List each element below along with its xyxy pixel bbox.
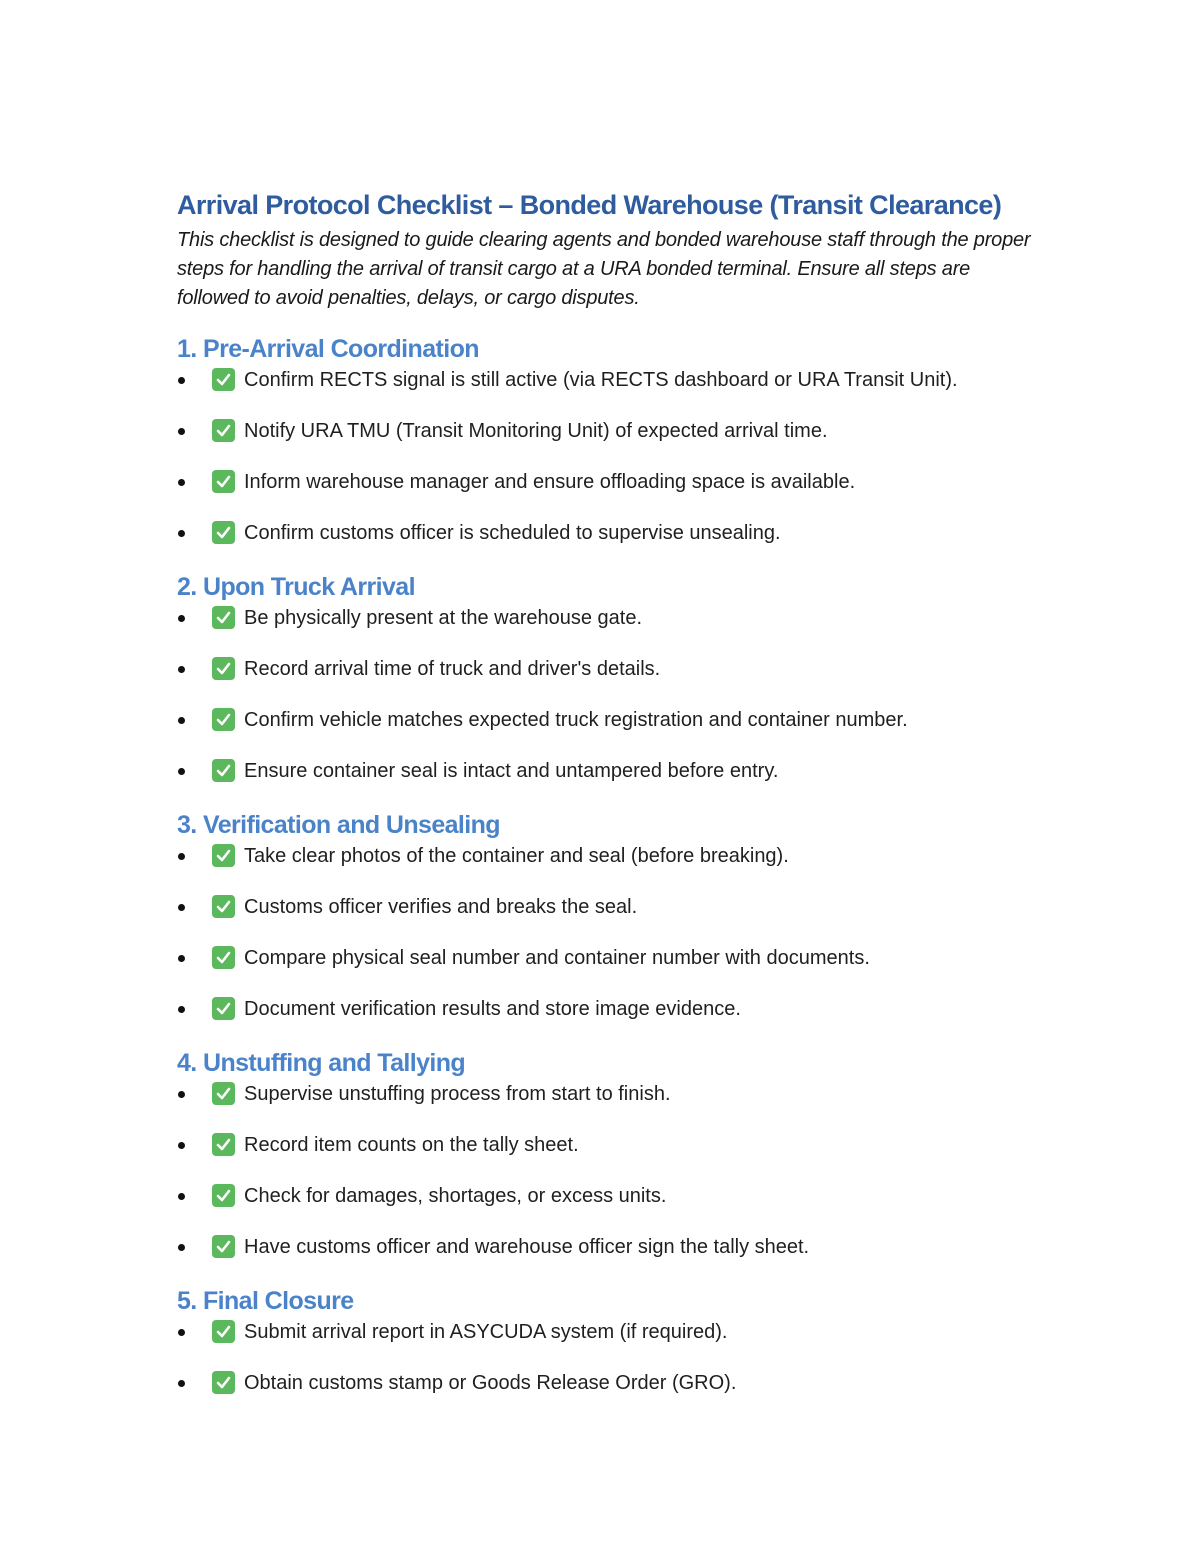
checkmark-icon <box>212 606 235 629</box>
checklist <box>177 1082 1037 1265</box>
checklist-item <box>177 1133 1037 1184</box>
bullet-icon <box>178 1329 185 1336</box>
checkmark-icon <box>212 1235 235 1258</box>
checklist <box>177 606 1037 789</box>
checklist-item <box>177 946 1037 997</box>
document-title: Arrival Protocol Checklist – Bonded Warehouse (Transit Clearance) <box>177 190 1002 220</box>
section-unstuffing-and-tallying <box>177 1048 1037 1265</box>
checklist-item <box>177 657 1037 708</box>
checklist-item <box>177 997 1037 1027</box>
checklist-item-text: Inform warehouse manager and ensure offloading space is available. <box>244 471 856 493</box>
bullet-icon <box>178 666 185 673</box>
checklist-item-text: Document verification results and store image evidence. <box>244 998 741 1020</box>
checklist-item-text: Check for damages, shortages, or excess units. <box>244 1185 667 1207</box>
bullet-icon <box>178 428 185 435</box>
checkmark-icon <box>212 1082 235 1105</box>
checklist-item <box>177 1371 1037 1401</box>
bullet-icon <box>178 853 185 860</box>
checkmark-icon <box>212 708 235 731</box>
checkmark-icon <box>212 1133 235 1156</box>
checklist-item-text: Take clear photos of the container and seal (before breaking). <box>244 845 789 867</box>
bullet-icon <box>178 1244 185 1251</box>
checklist-item <box>177 895 1037 946</box>
checklist-item-text: Submit arrival report in ASYCUDA system (if required). <box>244 1321 728 1343</box>
checklist-item <box>177 1235 1037 1265</box>
checkmark-icon <box>212 844 235 867</box>
checklist-item-text: Record item counts on the tally sheet. <box>244 1134 579 1156</box>
bullet-icon <box>178 377 185 384</box>
bullet-icon <box>178 530 185 537</box>
checklist-item <box>177 606 1037 657</box>
checkmark-icon <box>212 521 235 544</box>
checklist-item-text: Be physically present at the warehouse gate. <box>244 607 643 629</box>
checklist-item <box>177 1184 1037 1235</box>
checkmark-icon <box>212 759 235 782</box>
checkmark-icon <box>212 368 235 391</box>
checklist-item <box>177 1320 1037 1371</box>
checklist-item <box>177 1082 1037 1133</box>
document-intro: This checklist is designed to guide clearing agents and bonded warehouse staff through the proper steps for handling the arrival of transit cargo at a URA bonded terminal. Ensure all steps are followed to avoid penalties, delays, or cargo disputes. <box>177 229 1031 309</box>
section-heading: 2. Upon Truck Arrival <box>177 573 415 601</box>
checklist <box>177 1320 1037 1401</box>
checklist-item-text: Confirm customs officer is scheduled to supervise unsealing. <box>244 522 781 544</box>
checkmark-icon <box>212 470 235 493</box>
checklist-item-text: Record arrival time of truck and driver's details. <box>244 658 661 680</box>
bullet-icon <box>178 768 185 775</box>
bullet-icon <box>178 615 185 622</box>
checklist-item-text: Ensure container seal is intact and untampered before entry. <box>244 760 779 782</box>
bullet-icon <box>178 1091 185 1098</box>
bullet-icon <box>178 717 185 724</box>
section-heading: 5. Final Closure <box>177 1287 354 1315</box>
bullet-icon <box>178 1142 185 1149</box>
section-final-closure <box>177 1286 1037 1401</box>
section-pre-arrival-coordination <box>177 334 1037 551</box>
checklist <box>177 844 1037 1027</box>
bullet-icon <box>178 1380 185 1387</box>
bullet-icon <box>178 904 185 911</box>
checklist-item-text: Notify URA TMU (Transit Monitoring Unit) of expected arrival time. <box>244 420 828 442</box>
section-heading: 1. Pre-Arrival Coordination <box>177 335 479 363</box>
checkmark-icon <box>212 946 235 969</box>
checklist-item <box>177 708 1037 759</box>
checklist-item-text: Customs officer verifies and breaks the seal. <box>244 896 638 918</box>
checkmark-icon <box>212 895 235 918</box>
checklist-item <box>177 470 1037 521</box>
checklist-item <box>177 419 1037 470</box>
checklist-item-text: Obtain customs stamp or Goods Release Order (GRO). <box>244 1372 737 1394</box>
checkmark-icon <box>212 997 235 1020</box>
checklist-item <box>177 844 1037 895</box>
document-page <box>177 188 1037 313</box>
checklist-item <box>177 759 1037 789</box>
checklist <box>177 368 1037 551</box>
bullet-icon <box>178 1193 185 1200</box>
section-upon-truck-arrival <box>177 572 1037 789</box>
section-heading: 4. Unstuffing and Tallying <box>177 1049 466 1077</box>
checklist-item-text: Confirm RECTS signal is still active (via RECTS dashboard or URA Transit Unit). <box>244 369 958 391</box>
checkmark-icon <box>212 1320 235 1343</box>
checklist-item-text: Supervise unstuffing process from start to finish. <box>244 1083 671 1105</box>
checkmark-icon <box>212 419 235 442</box>
checkmark-icon <box>212 657 235 680</box>
bullet-icon <box>178 955 185 962</box>
bullet-icon <box>178 1006 185 1013</box>
checklist-item-text: Compare physical seal number and container number with documents. <box>244 947 870 969</box>
checklist-item-text: Have customs officer and warehouse officer sign the tally sheet. <box>244 1236 810 1258</box>
section-heading: 3. Verification and Unsealing <box>177 811 500 839</box>
bullet-icon <box>178 479 185 486</box>
checkmark-icon <box>212 1371 235 1394</box>
section-verification-and-unsealing <box>177 810 1037 1027</box>
checkmark-icon <box>212 1184 235 1207</box>
checklist-item <box>177 521 1037 551</box>
checklist-item-text: Confirm vehicle matches expected truck registration and container number. <box>244 709 908 731</box>
checklist-item <box>177 368 1037 419</box>
